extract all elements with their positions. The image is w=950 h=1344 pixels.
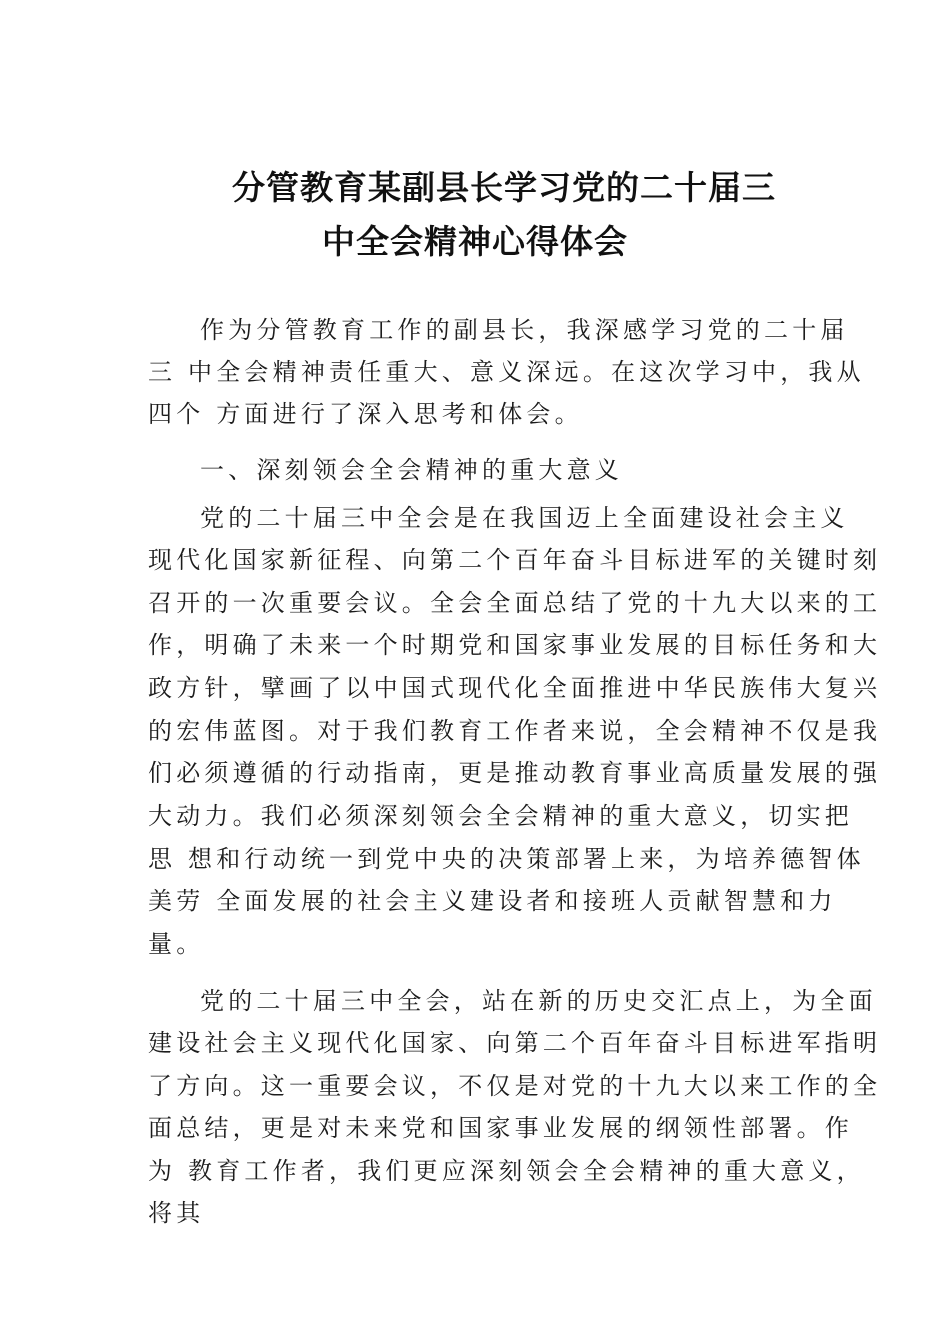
body-line: 作，明确了未来一个时期党和国家事业发展的目标任务和大 xyxy=(148,631,882,659)
body-line: 作为分管教育工作的副县长，我深感学习党的二十届 xyxy=(200,316,849,344)
body-line: 大动力。我们必须深刻领会全会精神的重大意义，切实把 xyxy=(148,802,853,830)
body-line: 的宏伟蓝图。对于我们教育工作者来说，全会精神不仅是我 xyxy=(148,717,882,745)
document-title-line-2: 中全会精神心得体会 xyxy=(322,222,628,261)
body-line: 召开的一次重要会议。全会全面总结了党的十九大以来的工 xyxy=(148,589,882,617)
body-line: 党的二十届三中全会是在我国迈上全面建设社会主义 xyxy=(200,504,849,532)
body-line: 思 想和行动统一到党中央的决策部署上来，为培养德智体 xyxy=(148,845,865,873)
body-line: 三 中全会精神责任重大、意义深远。在这次学习中，我从 xyxy=(148,358,865,386)
body-line: 党的二十届三中全会，站在新的历史交汇点上，为全面 xyxy=(200,987,877,1015)
body-line: 为 教育工作者，我们更应深刻领会全会精神的重大意义， xyxy=(148,1157,865,1185)
body-line: 美劳 全面发展的社会主义建设者和接班人贡献智慧和力 xyxy=(148,887,837,915)
section-heading: 一、深刻领会全会精神的重大意义 xyxy=(200,456,623,484)
body-line: 了方向。这一重要会议，不仅是对党的十九大以来工作的全 xyxy=(148,1072,882,1100)
body-line: 将其 xyxy=(148,1199,205,1227)
body-line: 现代化国家新征程、向第二个百年奋斗目标进军的关键时刻 xyxy=(148,546,882,574)
body-line: 政方针，擘画了以中国式现代化全面推进中华民族伟大复兴 xyxy=(148,674,882,702)
body-line: 四个 方面进行了深入思考和体会。 xyxy=(148,400,583,428)
document-title-line-1: 分管教育某副县长学习党的二十届三 xyxy=(232,168,776,207)
body-line: 量。 xyxy=(148,930,205,958)
body-line: 们必须遵循的行动指南，更是推动教育事业高质量发展的强 xyxy=(148,759,882,787)
body-line: 面总结，更是对未来党和国家事业发展的纲领性部署。作 xyxy=(148,1114,853,1142)
body-line: 建设社会主义现代化国家、向第二个百年奋斗目标进军指明 xyxy=(148,1029,882,1057)
